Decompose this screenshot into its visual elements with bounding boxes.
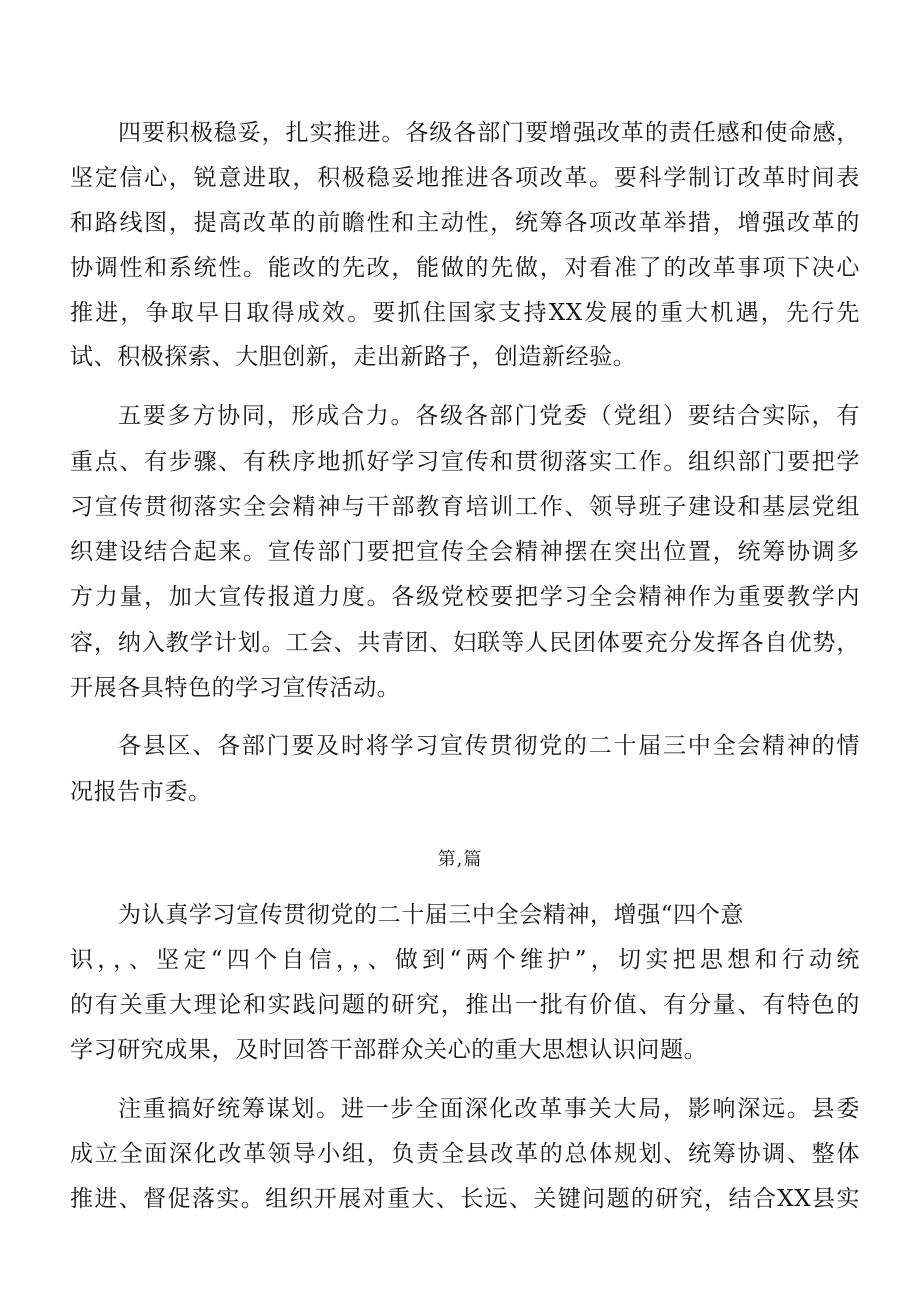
section-heading: 第,篇 (437, 849, 483, 870)
paragraph-2-line-4: 织建设结合起来。宣传部门要把宣传全会精神摆在突出位置，统筹协调多 (70, 539, 860, 565)
paragraph-5-line-1: 注重搞好统筹谋划。进一步全面深化改革事关大局，影响深远。县委 (118, 1096, 860, 1122)
paragraph-1-line-2: 坚定信心，锐意进取，积极稳妥地推进各项改革。要科学制订改革时间表 (70, 165, 860, 191)
paragraph-1-line-4: 协调性和系统性。能改的先改，能做的先做，对看准了的改革事项下决心 (70, 255, 860, 281)
paragraph-2-line-3: 习宣传贯彻落实全会精神与干部教育培训工作、领导班子建设和基层党组 (70, 494, 860, 520)
paragraph-2-line-1: 五要多方协同，形成合力。各级各部门党委（党组）要结合实际，有 (118, 403, 860, 429)
paragraph-4-line-2: 识，，、坚定“四个自信，，、做到“两个维护”，切实把思想和行动统 (70, 947, 860, 973)
paragraph-3-line-2: 况报告市委。 (70, 779, 212, 805)
paragraph-2-line-2: 重点、有步骤、有秩序地抓好学习宣传和贯彻落实工作。组织部门要把学 (70, 449, 860, 475)
paragraph-4-line-4: 学习研究成果，及时回答干部群众关心的重大思想认识问题。 (70, 1037, 708, 1063)
paragraph-4-line-3: 的有关重大理论和实践问题的研究，推出一批有价值、有分量、有特色的 (70, 992, 860, 1018)
paragraph-1-line-5: 推进，争取早日取得成效。要抓住国家支持XX发展的重大机遇，先行先 (70, 300, 860, 326)
paragraph-1-line-1: 四要积极稳妥，扎实推进。各级各部门要增强改革的责任感和使命感， (118, 120, 860, 146)
paragraph-4-line-1: 为认真学习宣传贯彻党的二十届三中全会精神，增强“四个意 (118, 902, 744, 928)
paragraph-5-line-3: 推进、督促落实。组织开展对重大、长远、关键问题的研究，结合XX县实 (70, 1186, 860, 1212)
paragraph-5-line-2: 成立全面深化改革领导小组，负责全县改革的总体规划、统筹协调、整体 (70, 1141, 860, 1167)
paragraph-1-line-6: 试、积极探索、大胆创新，走出新路子，创造新经验。 (70, 344, 637, 370)
paragraph-2-line-5: 方力量，加大宣传报道力度。各级党校要把学习全会精神作为重要教学内 (70, 584, 860, 610)
paragraph-2-line-7: 开展各具特色的学习宣传活动。 (70, 675, 401, 701)
paragraph-1-line-3: 和路线图，提高改革的前瞻性和主动性，统筹各项改革举措，增强改革的 (70, 210, 860, 236)
paragraph-3-line-1: 各县区、各部门要及时将学习宣传贯彻党的二十届三中全会精神的情 (118, 733, 860, 759)
paragraph-2-line-6: 容，纳入教学计划。工会、共青团、妇联等人民团体要充分发挥各自优势， (70, 630, 860, 656)
